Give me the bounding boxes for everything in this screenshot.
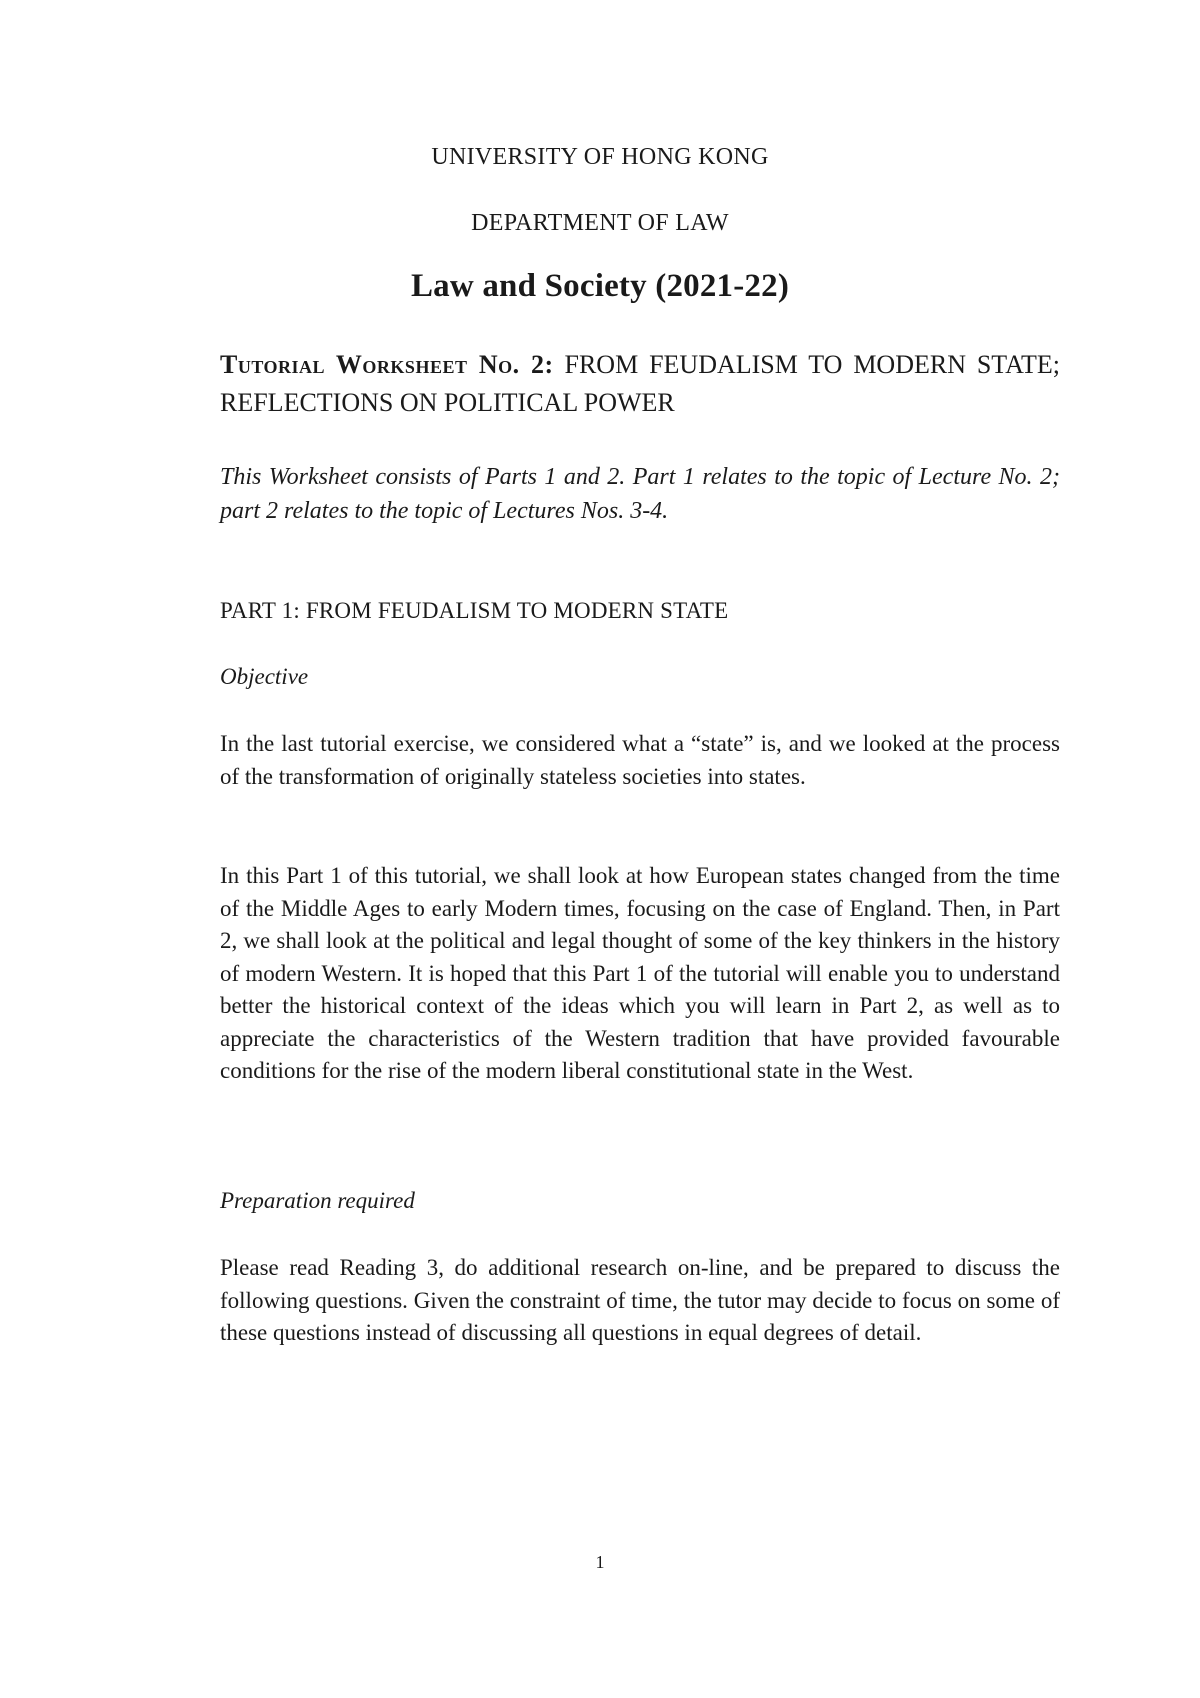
- part-1-heading: PART 1: FROM FEUDALISM TO MODERN STATE: [220, 598, 729, 623]
- worksheet-title: [220, 346, 1060, 422]
- preparation-paragraph: Please read Reading 3, do additional research on-line, and be prepared to discuss the following questions. Given the constraint of time, the tutor may decide to focus on some of these questions instead of discussing all questions in equal degrees of detail.: [220, 1255, 1060, 1345]
- worksheet-intro: This Worksheet consists of Parts 1 and 2. Part 1 relates to the topic of Lecture No. 2; part 2 relates to the topic of Lectures Nos. 3-4.: [220, 464, 1060, 524]
- objective-heading: Objective: [220, 664, 309, 689]
- department-name: DEPARTMENT OF LAW: [471, 210, 729, 236]
- preparation-heading: Preparation required: [220, 1188, 415, 1213]
- course-title: Law and Society (2021-22): [410, 268, 790, 304]
- page-number: 1: [595, 1552, 605, 1572]
- worksheet-title-rest: FROM FEUDALISM TO MODERN STATE; REFLECTIONS ON POLITICAL POWER: [220, 350, 1060, 417]
- worksheet-title-lead: Tutorial Worksheet No. 2:: [220, 350, 554, 379]
- objective-paragraph-1: In the last tutorial exercise, we considered what a “state” is, and we looked at the process of the transformation of originally stateless societies into states.: [220, 731, 1060, 789]
- university-name: UNIVERSITY OF HONG KONG: [431, 144, 769, 170]
- objective-paragraph-2: In this Part 1 of this tutorial, we shall look at how European states changed from the time of the Middle Ages to early Modern times, focusing on the case of England. Then, in Part 2, we shall look at the political and legal thought of some of the key thinkers in the history of modern Western. It is hoped that this Part 1 of the tutorial will enable you to understand better the historical context of the ideas which you will learn in Part 2, as well as to appreciate the characteristics of the Western tradition that have provided favourable conditions for the rise of the modern liberal constitutional state in the West.: [220, 863, 1060, 1083]
